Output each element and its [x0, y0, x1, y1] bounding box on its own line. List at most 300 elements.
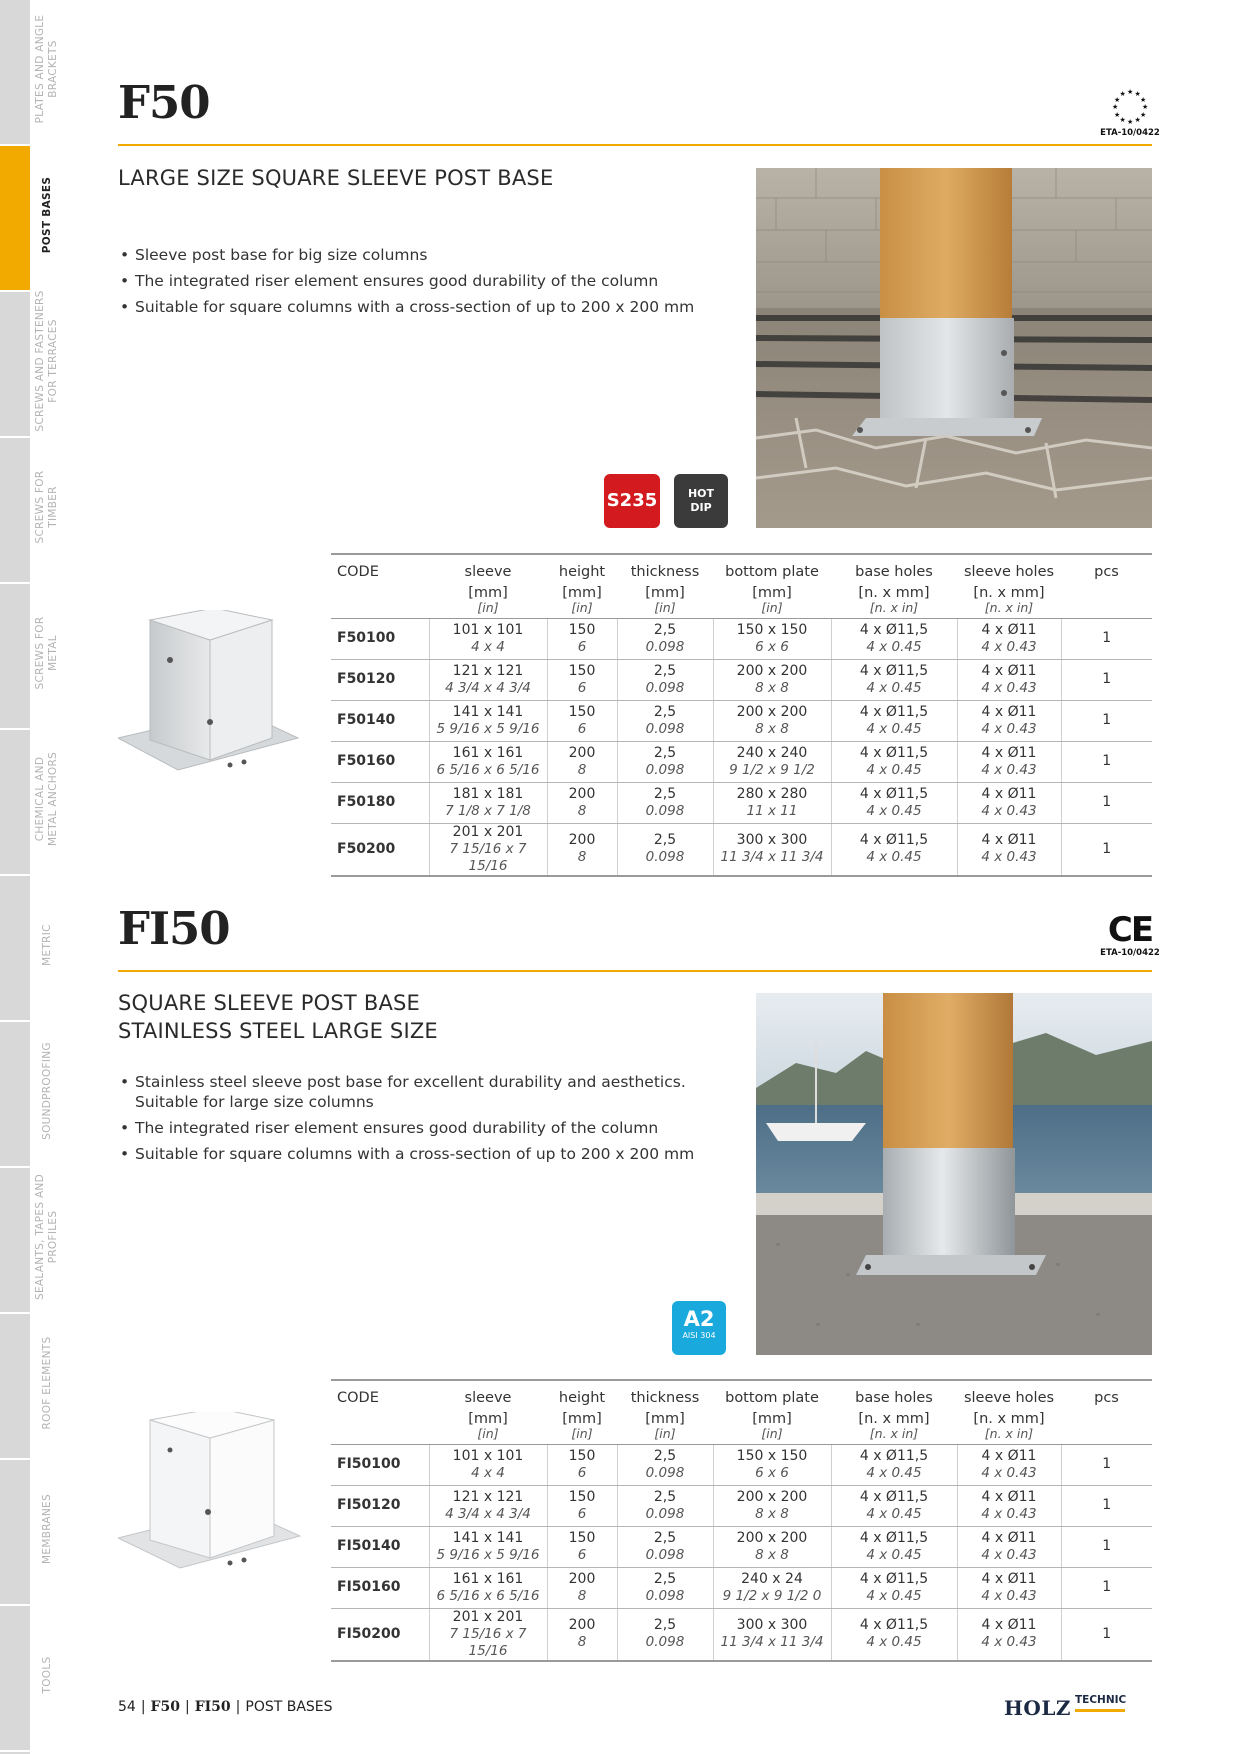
spec-cell-sleeve-holes — [957, 1444, 1061, 1485]
imperial-value: 4 x 0.45 — [866, 1505, 922, 1522]
rail-label-line: PROFILES — [47, 1210, 59, 1264]
grade-sublabel: AISI 304 — [682, 1331, 716, 1340]
rail-label[interactable] — [30, 432, 64, 582]
star-icon: ★ — [1139, 95, 1147, 104]
column-header: pcs — [1061, 554, 1152, 580]
stainless-post-base-by-sea-image — [756, 993, 1152, 1355]
unit-mm-header: [mm] — [562, 1411, 602, 1427]
metric-value: 4 x Ø11,5 — [859, 1570, 929, 1587]
feature-item — [118, 271, 738, 291]
pieces-value: 1 — [1061, 1444, 1152, 1485]
rail-label-line: TIMBER — [47, 486, 59, 528]
imperial-value: 5 9/16 x 5 9/16 — [436, 1546, 540, 1563]
spec-cell-thickness — [617, 782, 713, 823]
spec-cell-sleeve-holes — [957, 1526, 1061, 1567]
column-header: bottom plate — [713, 554, 831, 580]
metric-value: 240 x 24 — [741, 1570, 803, 1587]
metric-value: 200 — [568, 1570, 596, 1587]
unit-in-header — [331, 1427, 429, 1444]
product-subtitle — [118, 989, 438, 1045]
imperial-value: 7 15/16 x 7 15/16 — [449, 1625, 527, 1659]
rail-segment[interactable] — [0, 1168, 30, 1314]
metric-value: 200 x 200 — [736, 1529, 808, 1546]
spec-cell-sleeve — [429, 1444, 547, 1485]
metric-value: 141 x 141 — [452, 703, 524, 720]
unit-in-header: [in] — [547, 601, 617, 618]
table-body — [331, 1444, 1152, 1661]
product-code: F50120 — [331, 659, 429, 700]
metric-value: 2,5 — [653, 621, 677, 638]
unit-in-header: [in] — [429, 1427, 547, 1444]
header-row — [331, 601, 1152, 618]
post-base-on-stone-floor-image — [756, 168, 1152, 528]
feature-text: Stainless steel sleeve post base for excellent durability and aesthetics. Suitable for large size columns — [135, 1073, 686, 1111]
metric-value: 4 x Ø11 — [981, 744, 1037, 761]
imperial-value: 6 — [577, 1464, 587, 1481]
metric-value: 2,5 — [653, 1617, 677, 1633]
spec-cell-base-holes — [831, 1526, 957, 1567]
spec-cell-height — [547, 1485, 617, 1526]
star-icon: ★ — [1119, 90, 1126, 98]
installation-photo-fi50 — [756, 993, 1152, 1355]
metric-value: 4 x Ø11,5 — [859, 832, 929, 848]
star-icon: ★ — [1139, 110, 1147, 119]
imperial-value: 0.098 — [645, 802, 685, 819]
rail-label-line: ROOF ELEMENTS — [40, 1336, 53, 1430]
spec-cell-sleeve — [429, 700, 547, 741]
metric-value: 150 — [568, 1447, 596, 1464]
rail-label[interactable] — [30, 724, 64, 874]
imperial-value: 4 x 0.45 — [866, 720, 922, 737]
spec-cell-height — [547, 700, 617, 741]
logo-sub: TECHNIC — [1075, 1694, 1127, 1706]
metric-value: 2,5 — [653, 662, 677, 679]
spec-cell-height — [547, 782, 617, 823]
rail-label[interactable] — [30, 578, 64, 728]
imperial-value: 6 x 6 — [755, 638, 789, 655]
unit-in-header: [in] — [617, 601, 713, 618]
imperial-value: 4 x 0.43 — [981, 1634, 1037, 1650]
spec-cell-height — [547, 823, 617, 876]
imperial-value: 8 — [577, 761, 587, 778]
imperial-value: 4 x 0.43 — [981, 638, 1037, 655]
spec-cell-sleeve-holes — [957, 1608, 1061, 1661]
rail-label[interactable] — [30, 1600, 64, 1750]
rail-label[interactable] — [30, 286, 64, 436]
imperial-value: 4 x 0.43 — [981, 802, 1037, 819]
metric-value: 4 x Ø11,5 — [859, 785, 929, 802]
unit-in-header: [in] — [617, 1427, 713, 1444]
metric-value: 2,5 — [653, 1529, 677, 1546]
grade-badge-a2 — [672, 1301, 726, 1355]
rail-segment[interactable] — [0, 584, 30, 730]
spec-cell-base-holes — [831, 823, 957, 876]
header-row — [331, 1406, 1152, 1427]
imperial-value: 4 x 0.45 — [866, 1634, 922, 1650]
rail-label[interactable] — [30, 1308, 64, 1458]
unit-in-header — [331, 601, 429, 618]
rail-segment[interactable] — [0, 0, 30, 146]
metric-value: 150 — [568, 621, 596, 638]
metric-value: 4 x Ø11 — [981, 1447, 1037, 1464]
spec-cell-sleeve — [429, 741, 547, 782]
rail-segment[interactable] — [0, 1314, 30, 1460]
imperial-value: 4 x 0.45 — [866, 1464, 922, 1481]
rail-label[interactable] — [30, 1454, 64, 1604]
metric-value: 4 x Ø11 — [981, 621, 1037, 638]
product-code: F50100 — [331, 618, 429, 659]
table-row — [331, 1608, 1152, 1661]
product-code: F50180 — [331, 782, 429, 823]
spec-cell-plate — [713, 659, 831, 700]
spec-cell-sleeve-holes — [957, 618, 1061, 659]
metric-value: 2,5 — [653, 744, 677, 761]
spec-cell-base-holes — [831, 1444, 957, 1485]
metric-value: 2,5 — [653, 703, 677, 720]
imperial-value: 6 — [577, 638, 587, 655]
spec-cell-base-holes — [831, 1608, 957, 1661]
section-divider — [118, 970, 1152, 972]
spec-cell-thickness — [617, 741, 713, 782]
spec-cell-base-holes — [831, 1485, 957, 1526]
header-row — [331, 1380, 1152, 1406]
bullet-icon: • — [120, 298, 130, 316]
metric-value: 200 x 200 — [736, 1488, 808, 1505]
metric-value: 150 — [568, 703, 596, 720]
unit-in-header: [n. x in] — [957, 1427, 1061, 1444]
product-code: FI50140 — [331, 1526, 429, 1567]
unit-mm-header: [n. x mm] — [973, 585, 1045, 601]
stainless-post-base-icon — [118, 1412, 303, 1572]
spec-cell-base-holes — [831, 659, 957, 700]
f50-product-illustration — [118, 610, 303, 775]
rail-label[interactable] — [30, 140, 64, 290]
finish-line-1: HOT — [687, 487, 715, 500]
metric-value: 201 x 201 — [452, 1608, 524, 1625]
spec-cell-sleeve — [429, 618, 547, 659]
spec-cell-plate — [713, 1444, 831, 1485]
star-icon: ★ — [1112, 103, 1119, 111]
spec-cell-thickness — [617, 1608, 713, 1661]
spec-cell-sleeve-holes — [957, 700, 1061, 741]
feature-item — [118, 245, 738, 265]
rail-label-line: SOUNDPROOFING — [40, 1042, 53, 1140]
unit-mm-header: [n. x mm] — [858, 585, 930, 601]
unit-mm-header: [mm] — [645, 585, 685, 601]
imperial-value: 0.098 — [645, 720, 685, 737]
table-row — [331, 659, 1152, 700]
imperial-value: 0.098 — [645, 1587, 685, 1604]
pieces-value: 1 — [1061, 1485, 1152, 1526]
rail-label-line: FOR TERRACES — [47, 319, 59, 403]
unit-mm-header — [1061, 580, 1152, 601]
star-icon: ★ — [1127, 88, 1134, 96]
imperial-value: 4 x 4 — [471, 1464, 505, 1481]
metric-value: 4 x Ø11,5 — [859, 621, 929, 638]
feature-list — [118, 1072, 738, 1170]
metric-value: 2,5 — [653, 1488, 677, 1505]
eu-stars-icon — [1110, 88, 1150, 128]
metric-value: 181 x 181 — [452, 785, 524, 802]
feature-text: The integrated riser element ensures good durability of the column — [135, 272, 659, 290]
unit-in-header: [in] — [547, 1427, 617, 1444]
feature-item — [118, 1144, 738, 1164]
spec-cell-sleeve — [429, 823, 547, 876]
metric-value: 200 — [568, 832, 596, 848]
product-title-fi50: FI50 — [118, 902, 230, 955]
table-row — [331, 741, 1152, 782]
rail-label-line: TOOLS — [40, 1656, 53, 1694]
metric-value: 4 x Ø11,5 — [859, 744, 929, 761]
imperial-value: 6 5/16 x 6 5/16 — [436, 1587, 540, 1604]
metric-value: 150 x 150 — [736, 621, 808, 638]
pieces-value: 1 — [1061, 700, 1152, 741]
star-icon: ★ — [1134, 90, 1141, 98]
table-body — [331, 618, 1152, 876]
rail-label-line: METRIC — [40, 924, 53, 966]
imperial-value: 6 — [577, 720, 587, 737]
metric-value: 2,5 — [653, 1570, 677, 1587]
bullet-icon: • — [120, 246, 130, 264]
spec-cell-sleeve — [429, 659, 547, 700]
fi50-specs-table — [331, 1379, 1152, 1662]
imperial-value: 4 x 0.43 — [981, 1505, 1037, 1522]
feature-text: Suitable for square columns with a cross-section of up to 200 x 200 mm — [135, 298, 695, 316]
spec-cell-sleeve — [429, 782, 547, 823]
product-code: FI50100 — [331, 1444, 429, 1485]
feature-text: Suitable for square columns with a cross-section of up to 200 x 200 mm — [135, 1145, 695, 1163]
spec-cell-thickness — [617, 1444, 713, 1485]
imperial-value: 4 3/4 x 4 3/4 — [445, 1505, 531, 1522]
column-header: thickness — [617, 554, 713, 580]
metric-value: 141 x 141 — [452, 1529, 524, 1546]
page-footer: 54 | F50 | FI50 | POST BASES — [118, 1699, 333, 1715]
imperial-value: 4 x 0.43 — [981, 761, 1037, 778]
imperial-value: 8 — [577, 1634, 587, 1650]
metric-value: 101 x 101 — [452, 1447, 524, 1464]
imperial-value: 0.098 — [645, 679, 685, 696]
metric-value: 4 x Ø11 — [981, 832, 1037, 848]
column-header: height — [547, 554, 617, 580]
rail-label[interactable] — [30, 0, 64, 144]
metric-value: 4 x Ø11 — [981, 1570, 1037, 1587]
unit-in-header — [1061, 601, 1152, 618]
rail-segment[interactable] — [0, 1022, 30, 1168]
star-icon: ★ — [1114, 110, 1121, 119]
eta-label: ETA-10/0422 — [1100, 128, 1160, 138]
pieces-value: 1 — [1061, 659, 1152, 700]
metric-value: 4 x Ø11 — [981, 1488, 1037, 1505]
spec-cell-thickness — [617, 618, 713, 659]
spec-cell-plate — [713, 1567, 831, 1608]
spec-cell-sleeve-holes — [957, 1485, 1061, 1526]
metric-value: 200 — [568, 1617, 596, 1633]
imperial-value: 5 9/16 x 5 9/16 — [436, 720, 540, 737]
imperial-value: 4 x 0.45 — [866, 802, 922, 819]
spec-cell-base-holes — [831, 1567, 957, 1608]
imperial-value: 4 3/4 x 4 3/4 — [445, 679, 531, 696]
unit-mm-header: [mm] — [562, 585, 602, 601]
unit-in-header: [n. x in] — [831, 1427, 957, 1444]
finish-badge-hot-dip — [674, 474, 728, 528]
rail-label[interactable] — [30, 1162, 64, 1312]
imperial-value: 0.098 — [645, 638, 685, 655]
metric-value: 150 — [568, 1488, 596, 1505]
imperial-value: 0.098 — [645, 1546, 685, 1563]
imperial-value: 6 5/16 x 6 5/16 — [436, 761, 540, 778]
rail-segment[interactable] — [0, 438, 30, 584]
metric-value: 4 x Ø11,5 — [859, 662, 929, 679]
spec-cell-base-holes — [831, 782, 957, 823]
spec-cell-thickness — [617, 700, 713, 741]
spec-cell-height — [547, 741, 617, 782]
imperial-value: 0.098 — [645, 1634, 685, 1650]
unit-mm-header — [1061, 1406, 1152, 1427]
metric-value: 161 x 161 — [452, 1570, 524, 1587]
unit-mm-header — [331, 1406, 429, 1427]
logo-underline — [1075, 1709, 1125, 1712]
bullet-icon: • — [120, 1073, 130, 1091]
rail-label-line: SEALANTS, TAPES AND — [34, 1174, 46, 1300]
unit-mm-header: [mm] — [468, 1411, 508, 1427]
metric-value: 240 x 240 — [736, 744, 808, 761]
table-header — [331, 1380, 1152, 1444]
imperial-value: 4 x 0.45 — [866, 849, 922, 865]
rail-segment[interactable] — [0, 292, 30, 438]
subtitle-line: STAINLESS STEEL LARGE SIZE — [118, 1019, 438, 1043]
product-title-f50: F50 — [118, 76, 210, 129]
rail-segment[interactable] — [0, 730, 30, 876]
star-icon: ★ — [1114, 95, 1121, 104]
ce-mark-icon: CE — [1107, 910, 1153, 950]
spec-cell-thickness — [617, 659, 713, 700]
spec-cell-height — [547, 1567, 617, 1608]
imperial-value: 4 x 0.45 — [866, 761, 922, 778]
metric-value: 2,5 — [653, 832, 677, 848]
eta-label: ETA-10/0422 — [1100, 948, 1160, 958]
column-header: base holes — [831, 554, 957, 580]
header-row — [331, 580, 1152, 601]
ce-certification-mark — [1095, 912, 1165, 958]
star-icon: ★ — [1134, 115, 1141, 124]
spec-cell-sleeve-holes — [957, 659, 1061, 700]
page-number: 54 — [118, 1699, 136, 1715]
spec-cell-base-holes — [831, 618, 957, 659]
column-header: thickness — [617, 1380, 713, 1406]
pieces-value: 1 — [1061, 1567, 1152, 1608]
rail-segment[interactable] — [0, 146, 30, 292]
unit-mm-header: [n. x mm] — [973, 1411, 1045, 1427]
imperial-value: 8 x 8 — [755, 1505, 789, 1522]
spec-cell-plate — [713, 782, 831, 823]
metric-value: 4 x Ø11,5 — [859, 703, 929, 720]
rail-segment[interactable] — [0, 876, 30, 1022]
unit-in-header — [1061, 1427, 1152, 1444]
metric-value: 280 x 280 — [736, 785, 808, 802]
installation-photo-f50 — [756, 168, 1152, 528]
metric-value: 121 x 121 — [452, 1488, 524, 1505]
logo-main: HOLZ — [1004, 1696, 1071, 1720]
material-badge-s235: S235 — [604, 474, 660, 528]
table-row — [331, 782, 1152, 823]
column-header: bottom plate — [713, 1380, 831, 1406]
metric-value: 4 x Ø11,5 — [859, 1447, 929, 1464]
imperial-value: 11 3/4 x 11 3/4 — [720, 849, 824, 865]
spec-cell-sleeve — [429, 1485, 547, 1526]
subtitle-line: LARGE SIZE SQUARE SLEEVE POST BASE — [118, 166, 554, 190]
unit-mm-header: [mm] — [468, 585, 508, 601]
spec-cell-plate — [713, 618, 831, 659]
product-code: FI50160 — [331, 1567, 429, 1608]
table-row — [331, 1485, 1152, 1526]
unit-mm-header: [n. x mm] — [858, 1411, 930, 1427]
rail-segment[interactable] — [0, 1460, 30, 1606]
spec-cell-thickness — [617, 823, 713, 876]
eta-certification-mark — [1095, 88, 1165, 138]
rail-label-line: SCREWS AND FASTENERS — [34, 290, 46, 432]
bullet-icon: • — [120, 1119, 130, 1137]
feature-item — [118, 1118, 738, 1138]
imperial-value: 6 — [577, 679, 587, 696]
metric-value: 4 x Ø11,5 — [859, 1488, 929, 1505]
bullet-icon: • — [120, 272, 130, 290]
spec-cell-height — [547, 659, 617, 700]
product-code: F50160 — [331, 741, 429, 782]
product-code: F50140 — [331, 700, 429, 741]
unit-in-header: [in] — [713, 601, 831, 618]
imperial-value: 8 x 8 — [755, 1546, 789, 1563]
spec-cell-base-holes — [831, 741, 957, 782]
section-divider — [118, 144, 1152, 146]
metric-value: 161 x 161 — [452, 744, 524, 761]
header-row — [331, 1427, 1152, 1444]
pieces-value: 1 — [1061, 782, 1152, 823]
metric-value: 4 x Ø11,5 — [859, 1529, 929, 1546]
imperial-value: 4 x 0.45 — [866, 638, 922, 655]
pieces-value: 1 — [1061, 618, 1152, 659]
imperial-value: 6 — [577, 1546, 587, 1563]
spec-cell-plate — [713, 1608, 831, 1661]
column-header: sleeve holes — [957, 1380, 1061, 1406]
rail-label[interactable] — [30, 1016, 64, 1166]
spec-cell-sleeve-holes — [957, 741, 1061, 782]
unit-in-header: [n. x in] — [957, 601, 1061, 618]
column-header: sleeve — [429, 1380, 547, 1406]
rail-label-line: SCREWS FOR — [34, 470, 46, 544]
column-header: sleeve holes — [957, 554, 1061, 580]
product-code: FI50120 — [331, 1485, 429, 1526]
metric-value: 4 x Ø11 — [981, 1529, 1037, 1546]
rail-segment[interactable] — [0, 1606, 30, 1752]
spec-cell-height — [547, 1444, 617, 1485]
imperial-value: 4 x 0.43 — [981, 1587, 1037, 1604]
imperial-value: 6 — [577, 1505, 587, 1522]
imperial-value: 4 x 0.43 — [981, 1546, 1037, 1563]
spec-cell-thickness — [617, 1485, 713, 1526]
spec-cell-sleeve — [429, 1567, 547, 1608]
spec-cell-thickness — [617, 1567, 713, 1608]
imperial-value: 7 15/16 x 7 15/16 — [449, 840, 527, 874]
unit-mm-header: [mm] — [752, 585, 792, 601]
unit-in-header: [in] — [713, 1427, 831, 1444]
imperial-value: 4 x 0.43 — [981, 1464, 1037, 1481]
column-header: base holes — [831, 1380, 957, 1406]
spec-cell-sleeve — [429, 1608, 547, 1661]
imperial-value: 9 1/2 x 9 1/2 — [729, 761, 815, 778]
rail-label[interactable] — [30, 870, 64, 1020]
table-row — [331, 1567, 1152, 1608]
imperial-value: 4 x 4 — [471, 638, 505, 655]
